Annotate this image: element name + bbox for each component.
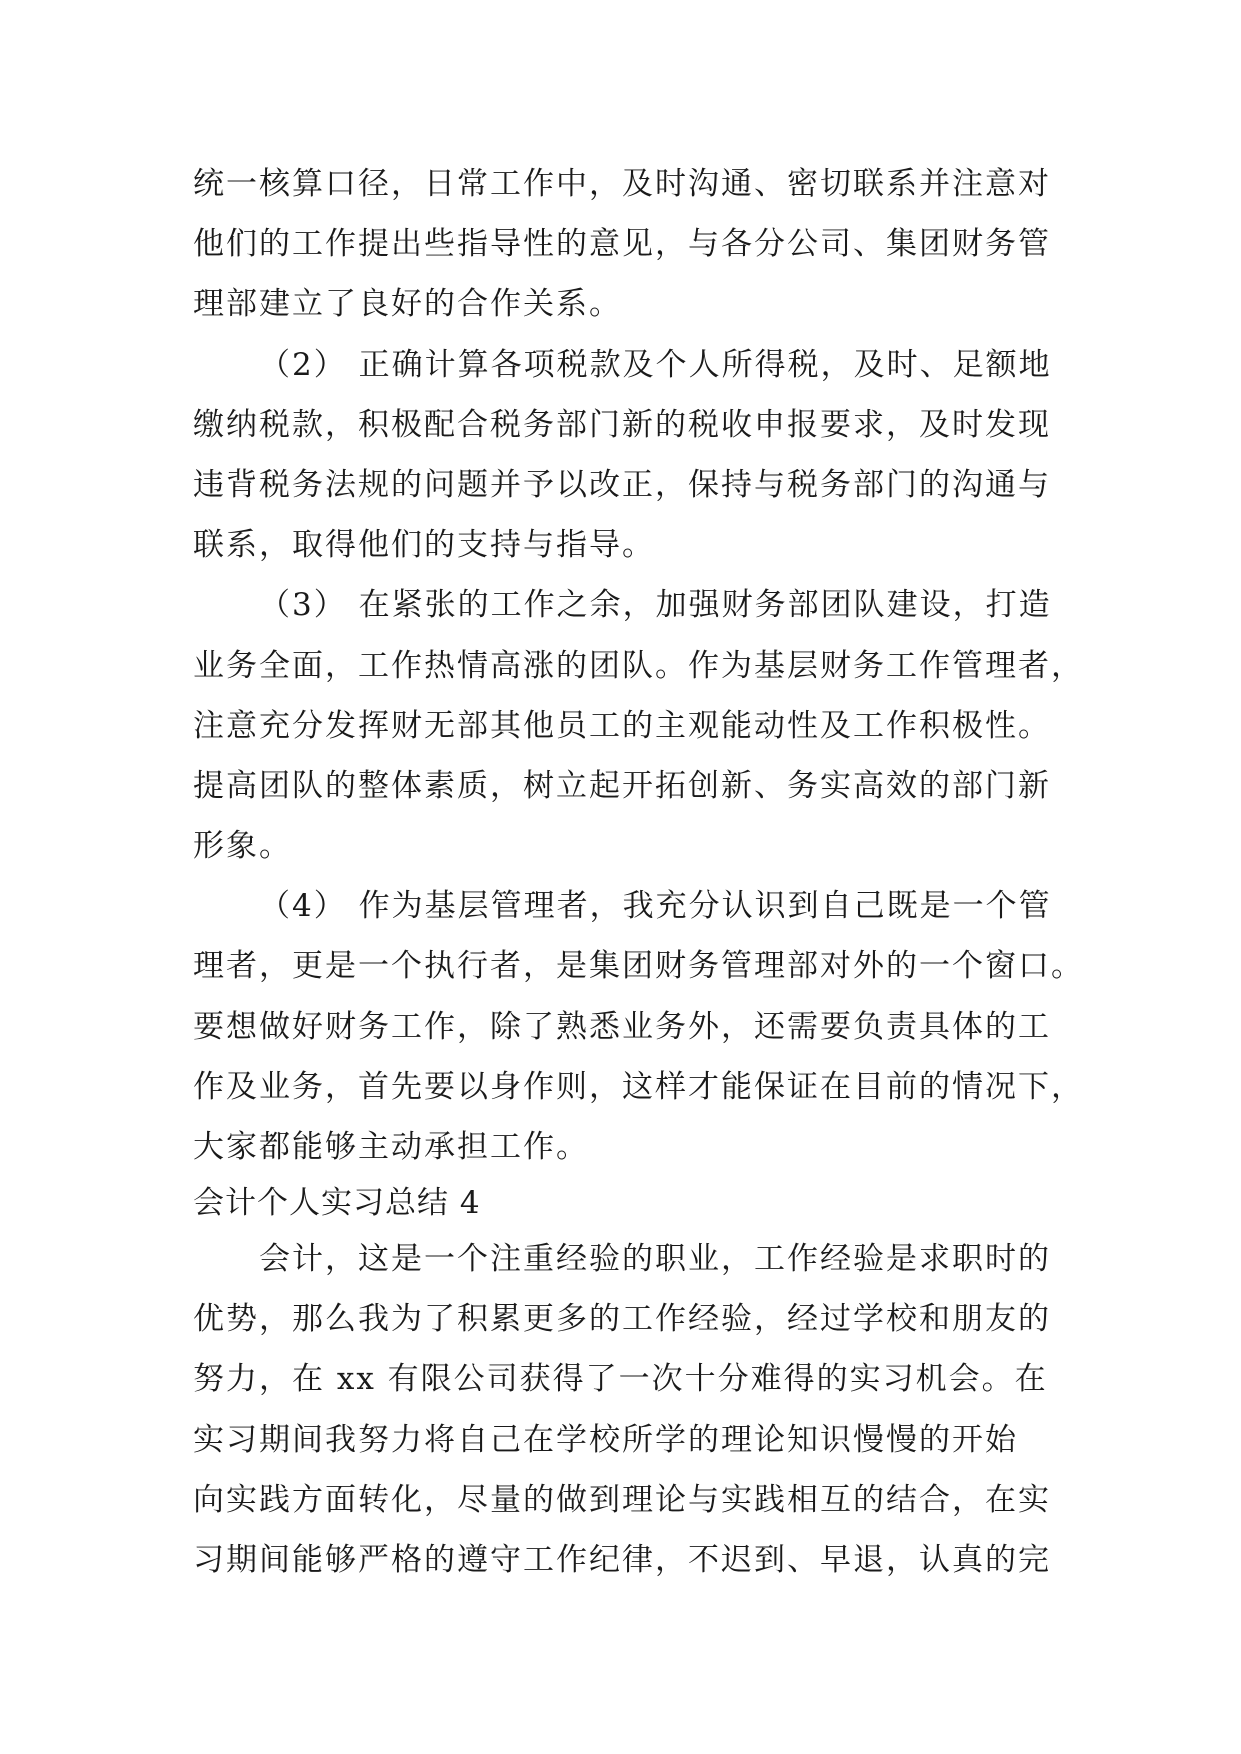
section-heading: 会计个人实习总结 4 [193, 1185, 481, 1221]
text-line: 缴纳税款，积极配合税务部门新的税收申报要求，及时发现 [193, 407, 1051, 443]
text-line: 理者，更是一个执行者，是集团财务管理部对外的一个窗口。 [193, 948, 1084, 984]
text-line: 要想做好财务工作，除了熟悉业务外，还需要负责具体的工 [193, 1009, 1051, 1045]
text-line: 作及业务，首先要以身作则，这样才能保证在目前的情况下， [193, 1069, 1084, 1105]
text-line: 业务全面，工作热情高涨的团队。作为基层财务工作管理者， [193, 648, 1084, 684]
text-line: （3） 在紧张的工作之余，加强财务部团队建设，打造 [259, 587, 1052, 623]
text-line: （2） 正确计算各项税款及个人所得税，及时、足额地 [259, 347, 1052, 383]
text-line: 习期间能够严格的遵守工作纪律，不迟到、早退，认真的完 [193, 1542, 1051, 1578]
text-line: 大家都能够主动承担工作。 [193, 1129, 589, 1165]
text-line: 他们的工作提出些指导性的意见，与各分公司、集团财务管 [193, 226, 1051, 262]
text-line: 优势，那么我为了积累更多的工作经验，经过学校和朋友的 [193, 1301, 1051, 1337]
text-line: 形象。 [193, 828, 292, 864]
text-line: （4） 作为基层管理者，我充分认识到自己既是一个管 [259, 888, 1052, 924]
text-line: 统一核算口径，日常工作中，及时沟通、密切联系并注意对 [193, 166, 1051, 202]
text-line: 实习期间我努力将自己在学校所学的理论知识慢慢的开始 [193, 1422, 1018, 1458]
text-line: 注意充分发挥财无部其他员工的主观能动性及工作积极性。 [193, 708, 1051, 744]
text-line: 联系，取得他们的支持与指导。 [193, 527, 655, 563]
text-line: 提高团队的整体素质，树立起开拓创新、务实高效的部门新 [193, 768, 1051, 804]
text-line: 理部建立了良好的合作关系。 [193, 286, 622, 322]
text-line: 努力，在 xx 有限公司获得了一次十分难得的实习机会。在 [193, 1361, 1048, 1397]
text-line: 会计，这是一个注重经验的职业，工作经验是求职时的 [259, 1241, 1051, 1277]
text-line: 向实践方面转化，尽量的做到理论与实践相互的结合，在实 [193, 1482, 1051, 1518]
text-line: 违背税务法规的问题并予以改正，保持与税务部门的沟通与 [193, 467, 1051, 503]
